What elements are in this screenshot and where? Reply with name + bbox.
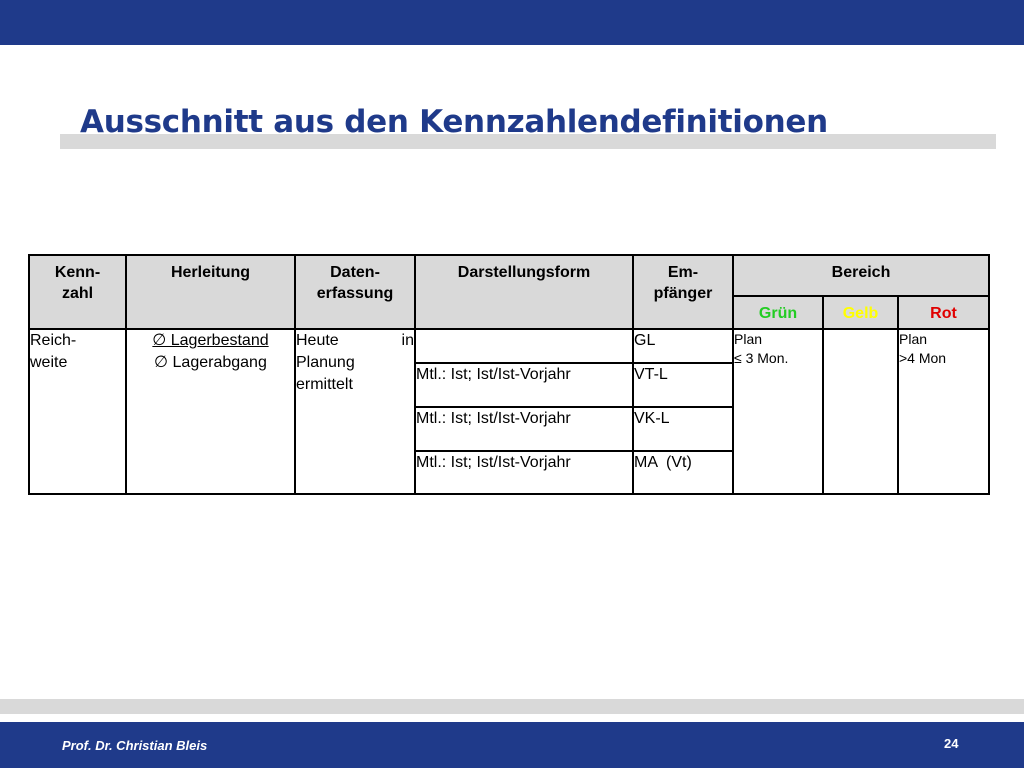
cell-bereich-rot: [898, 329, 989, 494]
header-gruen: Grün: [733, 296, 823, 329]
datenerfassung-line2: Planung: [296, 354, 355, 371]
header-bereich: Bereich: [733, 255, 989, 296]
rot-line1: Plan: [899, 331, 928, 347]
header-kennzahl: [29, 255, 126, 329]
header-kennzahl-line1: Kenn-: [54, 264, 101, 281]
rot-line2: >4 Mon: [899, 350, 947, 366]
top-banner: [0, 0, 1024, 45]
cell-empfaenger-1: GL: [633, 329, 733, 363]
herleitung-numerator: ∅ Lagerbestand: [152, 332, 269, 349]
footer-author: Prof. Dr. Christian Bleis: [62, 738, 208, 753]
cell-kennzahl: [29, 329, 126, 494]
gruen-line1: Plan: [734, 331, 763, 347]
cell-bereich-gruen: [733, 329, 823, 494]
datenerfassung-word-heute: Heute: [296, 332, 339, 349]
header-kennzahl-line2: zahl: [61, 285, 94, 302]
footer-divider-bar: [0, 699, 1024, 714]
cell-empfaenger-2: VT-L: [633, 363, 733, 407]
cell-empfaenger-3: VK-L: [633, 407, 733, 451]
gruen-line2: ≤ 3 Mon.: [734, 350, 789, 366]
cell-darstellungsform-3: Mtl.: Ist; Ist/Ist-Vorjahr: [415, 407, 633, 451]
cell-herleitung: [126, 329, 295, 494]
header-empfaenger-line2: pfänger: [653, 285, 713, 302]
datenerfassung-line1: [296, 330, 414, 352]
header-herleitung: Herleitung: [126, 255, 295, 329]
slide-title: Ausschnitt aus den Kennzahlendefinitionen: [80, 104, 828, 140]
header-datenerfassung: [295, 255, 415, 329]
page-number: 24: [944, 736, 959, 751]
header-darstellungsform: Darstellungsform: [415, 255, 633, 329]
herleitung-denominator: ∅ Lagerabgang: [154, 354, 267, 371]
header-rot: Rot: [898, 296, 989, 329]
kennzahlen-table: [28, 254, 990, 495]
cell-bereich-gelb: [823, 329, 898, 494]
datenerfassung-word-in: in: [401, 332, 414, 349]
header-datenerfassung-line2: erfassung: [316, 285, 394, 302]
header-empfaenger-line1: Em-: [667, 264, 699, 281]
header-datenerfassung-line1: Daten-: [330, 264, 380, 281]
kennzahl-line2: weite: [30, 354, 68, 371]
header-gelb: Gelb: [823, 296, 898, 329]
header-empfaenger: [633, 255, 733, 329]
cell-darstellungsform-1: [415, 329, 633, 363]
kennzahl-line1: Reich-: [30, 332, 77, 349]
cell-datenerfassung: [295, 329, 415, 494]
cell-darstellungsform-2: Mtl.: Ist; Ist/Ist-Vorjahr: [415, 363, 633, 407]
cell-darstellungsform-4: Mtl.: Ist; Ist/Ist-Vorjahr: [415, 451, 633, 494]
datenerfassung-line3: ermittelt: [296, 376, 353, 393]
cell-empfaenger-4: MA (Vt): [633, 451, 733, 494]
